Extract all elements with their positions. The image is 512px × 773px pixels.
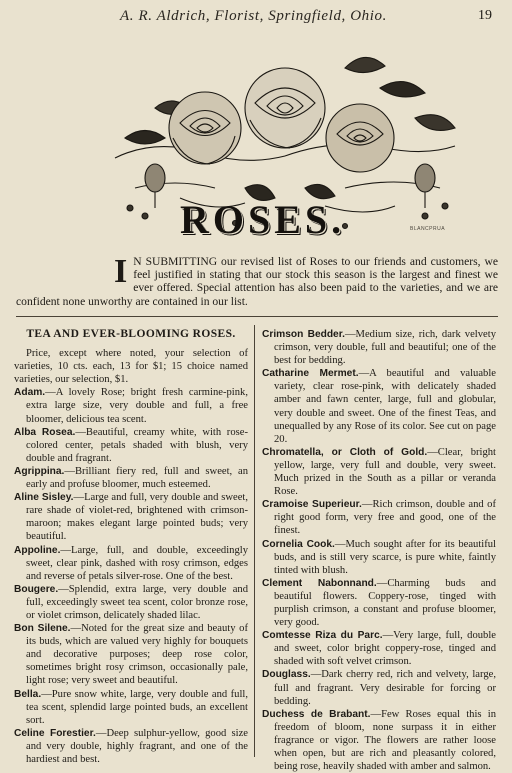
- list-item: Crimson Bedder.—Medium size, rich, dark velvety crimson, very double, full and beautiful; one of the best for bedding.: [262, 329, 496, 367]
- list-item: Douglass.—Dark cherry red, rich and velvety, large, full and fragrant. Very desirable for forcing or bedding.: [262, 669, 496, 707]
- list-item: Cornelia Cook.—Much sought after for its beautiful buds, and is still very scarce, is pure white, faintly tinted with blush.: [262, 538, 496, 576]
- list-item: Aline Sisley.—Large and full, very double and sweet, rare shade of violet-red, brightened with crimson-maroon; makes elegant large pointed buds; very beautiful.: [14, 492, 249, 543]
- left-column: [14, 328, 248, 766]
- rose-bloom-right: [326, 104, 394, 172]
- column-divider: [254, 325, 255, 757]
- header-title: A. R. Aldrich, Florist, Springfield, Ohio.: [120, 8, 388, 24]
- list-item: Cramoise Superieur.—Rich crimson, double and of right good form, very free and good, one of the finest.: [262, 499, 496, 537]
- section-title: TEA AND EVER-BLOOMING ROSES.: [26, 328, 236, 340]
- rose-bloom-left: [169, 92, 241, 164]
- list-item: Adam.—A lovely Rose; bright fresh carmine-pink, extra large size, very double and full, a free bloomer, delicious tea scent.: [14, 387, 248, 425]
- list-item: Alba Rosea.—Beautiful, creamy white, with rose-colored center, petals shaded with blush, very double and fragrant.: [14, 426, 248, 464]
- intro-paragraph: [16, 255, 498, 308]
- list-item: Appoline.—Large, full, and double, exceedingly sweet, clear pink, dashed with rosy crimson, edges and reverse of petals silver-rose. One of the best.: [14, 544, 248, 582]
- drop-cap: I: [114, 253, 128, 290]
- list-item: Comtesse Riza du Parc.—Very large, full, double and sweet, color bright coppery-rose, tinged and shaded with soft velvet crimson.: [262, 630, 496, 668]
- page-number: 19: [478, 8, 492, 23]
- rosebud-left: [145, 164, 165, 208]
- section-heading-roses: ROSES.: [180, 197, 346, 242]
- list-item: Bougere.—Splendid, extra large, very double and full, exceedingly sweet tea scent, color bronze rose, or violet crimson, delicately shaded lilac.: [14, 583, 248, 621]
- rose-bloom-center: [245, 68, 325, 148]
- list-item: Chromatella, or Cloth of Gold.—Clear, bright yellow, large, very full and double, very sweet. Much prized in the South as a pillar or veranda Rose.: [262, 446, 496, 498]
- left-entries: [14, 386, 248, 766]
- list-item: Clement Nabonnand.—Charming buds and beautiful flowers. Coppery-rose, tinged with purplish crimson, a constant and profuse bloomer, very good.: [262, 577, 496, 629]
- horizontal-rule: [16, 316, 498, 317]
- list-item: Bella.—Pure snow white, large, very double and full, tea scent, splendid large pointed buds, an excellent sort.: [14, 688, 248, 726]
- list-item: Agrippina.—Brilliant fiery red, full and sweet, an early and profuse bloomer, much esteemed.: [14, 465, 248, 491]
- list-item: Duchess de Brabant.—Few Roses equal this in freedom of bloom, none surpass it in either fragrance or vigor. The flowers are rather loose when open, but are rich and pleasantly colored, being rose, heavily shaded with amber and salmon.: [262, 708, 496, 773]
- engraver-signature: BLANCPRUA: [410, 226, 446, 232]
- list-item: Catharine Mermet.—A beautiful and valuable variety, clear rose-pink, with delicately shaded amber and fawn center, large, full and globular, very double and sweet. One of the finest Teas, and unequalled by any Rose of its color. See cut on page 20.: [262, 368, 497, 445]
- intro-text: N SUBMITTING our revised list of Roses to our friends and customers, we feel justified in stating that our stock this season is the largest and finest we ever offered. Special attention has also been paid to the varieties, and we are confident none unworthy are contained in our list.: [16, 255, 498, 308]
- running-header: [0, 6, 512, 30]
- price-note: Price, except where noted, your selection of varieties, 10 cts. each, 13 for $1; 15 choice named varieties, our selection, $1.: [14, 348, 248, 386]
- right-column: [262, 328, 496, 773]
- list-item: Bon Silene.—Noted for the great size and beauty of its buds, which are valued very highly for bouquets and decorative purposes; deep rose color, sometimes bright rosy crimson, occasionally pale, light rose; very sweet and beautiful.: [14, 623, 248, 687]
- rosebud-right: [415, 164, 435, 208]
- list-item: Celine Forestier.—Deep sulphur-yellow, good size and very double, highly fragrant, and one of the hardiest and best.: [14, 727, 248, 765]
